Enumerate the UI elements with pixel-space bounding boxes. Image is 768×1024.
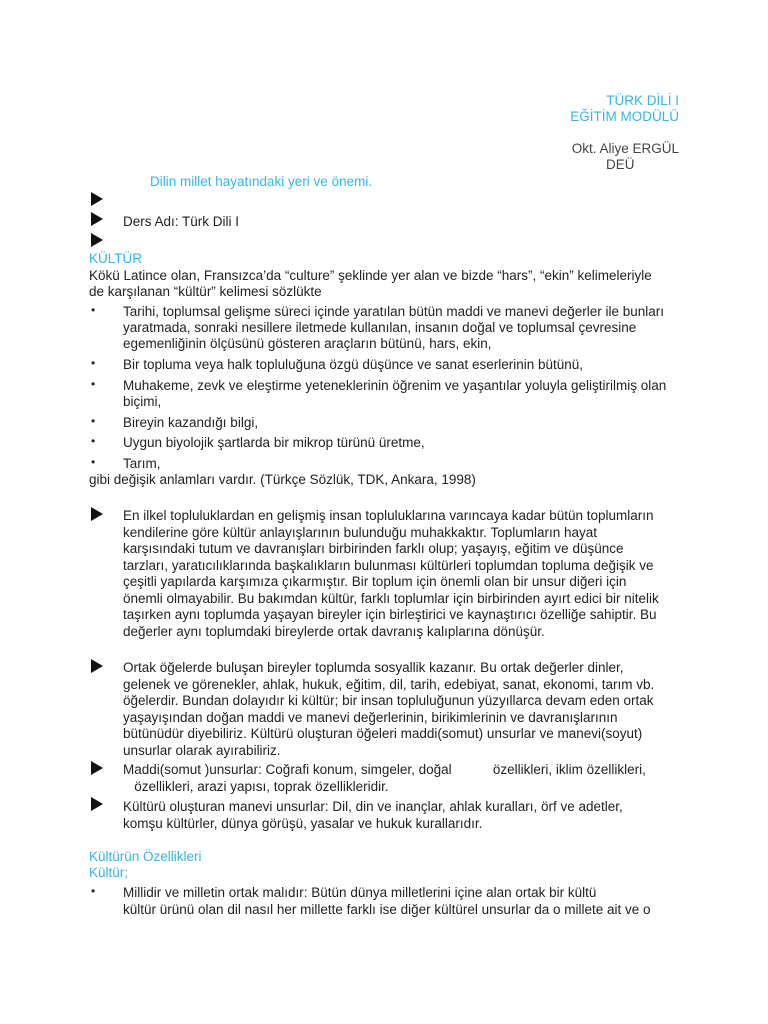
kultur-intro-line: Kökü Latince olan, Fransızca’da “culture” şeklinde yer alan ve bizde “hars”, “ekin” kelimeleriyle [89, 268, 652, 283]
list-item-line: Tarım, [123, 456, 161, 471]
list-item-line: Millidir ve milletin ortak malıdır: Bütün dünya milletlerini içine alan ortak bir kültü [123, 885, 597, 900]
bullet-icon: • [91, 455, 96, 469]
bullet-icon: • [91, 356, 96, 370]
list-item-line: Bireyin kazandığı bilgi, [123, 415, 259, 430]
kultur-heading: KÜLTÜR [89, 251, 143, 266]
course-name: Ders Adı: Türk Dili I [123, 214, 240, 229]
paragraph-line: Ortak öğelerde buluşan bireyler toplumda sosyallik kazanır. Bu ortak değerler dinler, [123, 660, 624, 675]
bullet-icon: • [91, 414, 96, 428]
arrow-bullet-icon [91, 507, 103, 521]
module-title: TÜRK DİLİ I [606, 93, 679, 108]
paragraph-line: En ilkel topluluklardan en gelişmiş insan topluluklarına varıncaya kadar bütün toplumların [123, 508, 654, 523]
paragraph-line: bütünüdür diyebiliriz. Kültürü oluşturan öğeleri maddi(somut) unsurlar ve manevi(soyut) [123, 726, 643, 741]
paragraph-line: değerler aynı toplumdaki bireylerde ortak davranış kalıplarına dönüşür. [123, 623, 545, 639]
paragraph-line: taşırken aynı toplumda yaşayan bireyler için birleştirici ve kaynaştırıcı özelliğe sahiptir. Bu [123, 607, 657, 622]
author-name: Okt. Aliye ERGÜL [571, 141, 679, 156]
paragraph-line: Maddi(somut )unsurlar: Coğrafi konum, simgeler, doğal özellikleri, iklim özellikleri, [123, 762, 646, 777]
paragraph-line: çeşitli yapılarda karşımıza çıkarmıştır. Bir toplum için önemli olan bir unsur diğeri için [123, 574, 627, 589]
bullet-icon: • [91, 434, 96, 448]
arrow-bullet-icon [91, 761, 103, 775]
list-item-line: Uygun biyolojik şartlarda bir mikrop türünü üretme, [123, 435, 425, 450]
module-subtitle: EĞİTİM MODÜLÜ [570, 109, 679, 124]
bullet-icon: • [91, 303, 96, 317]
list-item-line: Bir topluma veya halk topluluğuna özgü düşünce ve sanat eserlerinin bütünü, [123, 357, 584, 372]
document-subtitle: Dilin millet hayatındaki yeri ve önemi. [150, 174, 373, 189]
section-heading: Kültürün Özellikleri [89, 849, 202, 864]
paragraph-line: yaşayışından doğan maddi ve manevi değerlerinin, birikimlerinin ve davranışlarının [123, 709, 618, 725]
arrow-bullet-icon [91, 797, 103, 811]
paragraph-line: tarzları, yaratıcılıklarında başkalıkların bulunması kültürleri toplumdan topluma değişik ve [123, 557, 654, 573]
arrow-bullet-icon [91, 659, 103, 673]
bullet-icon: • [91, 884, 96, 898]
paragraph-line: kendilerine göre kültür anlayışlarının bulunduğu muhakkaktır. Toplumların hayat [123, 524, 598, 540]
list-item-line: Tarihi, toplumsal gelişme süreci içinde yaratılan bütün maddi ve manevi değerler ile bunları [123, 304, 665, 319]
list-item-line: Muhakeme, zevk ve eleştirme yeteneklerinin öğrenim ve yaşantılar yoluyla geliştirilmiş olan [123, 378, 667, 393]
paragraph-line: Kültürü oluşturan manevi unsurlar: Dil, din ve inançlar, ahlak kuralları, örf ve adetler, [123, 799, 623, 814]
paragraph-line: komşu kültürler, dünya görüşü, yasalar ve hukuk kurallarıdır. [123, 815, 483, 831]
paragraph-line: karşısındaki tutum ve davranışları birbirinden farklı olup; yaşayış, eğitim ve düşünce [123, 541, 624, 556]
list-item-line: kültür ürünü olan dil nasıl her millette farklı ise diğer kültürel unsurlar da o millete ait ve o [123, 902, 651, 917]
section-subheading: Kültür; [89, 865, 129, 880]
paragraph-line: özellikleri, arazi yapısı, toprak özellikleridir. [123, 778, 389, 794]
list-item-line: yaratmada, sonraki nesillere iletmede kullanılan, insanın doğal ve toplumsal çevresine [123, 320, 637, 335]
list-item-line: egemenliğinin ölçüsünü gösteren araçların bütünü, hars, ekin, [123, 336, 492, 351]
paragraph-line: önemli olmayabilir. Bu bakımdan kültür, farklı toplumlar için birbirinden ayırt edici bir nitelik [123, 590, 659, 606]
paragraph-line: gelenek ve görenekler, ahlak, hukuk, eğitim, dil, tarih, edebiyat, sanat, ekonomi, tarım vb. [123, 676, 655, 692]
kultur-intro-line: de karşılanan “kültür” kelimesi sözlükte [89, 284, 322, 299]
list-item-line: biçimi, [123, 394, 162, 409]
arrow-bullet-icon [91, 192, 103, 206]
paragraph-line: öğelerdir. Bundan dolayıdır ki kültür; bir insan topluluğunun yüzyıllarca devam eden ortak [123, 693, 654, 708]
institution: DEÜ [606, 157, 635, 172]
source-citation: gibi değişik anlamları vardır. (Türkçe Sözlük, TDK, Ankara, 1998) [89, 472, 476, 487]
arrow-bullet-icon [91, 212, 103, 226]
bullet-icon: • [91, 377, 96, 391]
paragraph-line: unsurlar olarak ayırabiliriz. [123, 742, 281, 758]
arrow-bullet-icon [91, 233, 103, 247]
